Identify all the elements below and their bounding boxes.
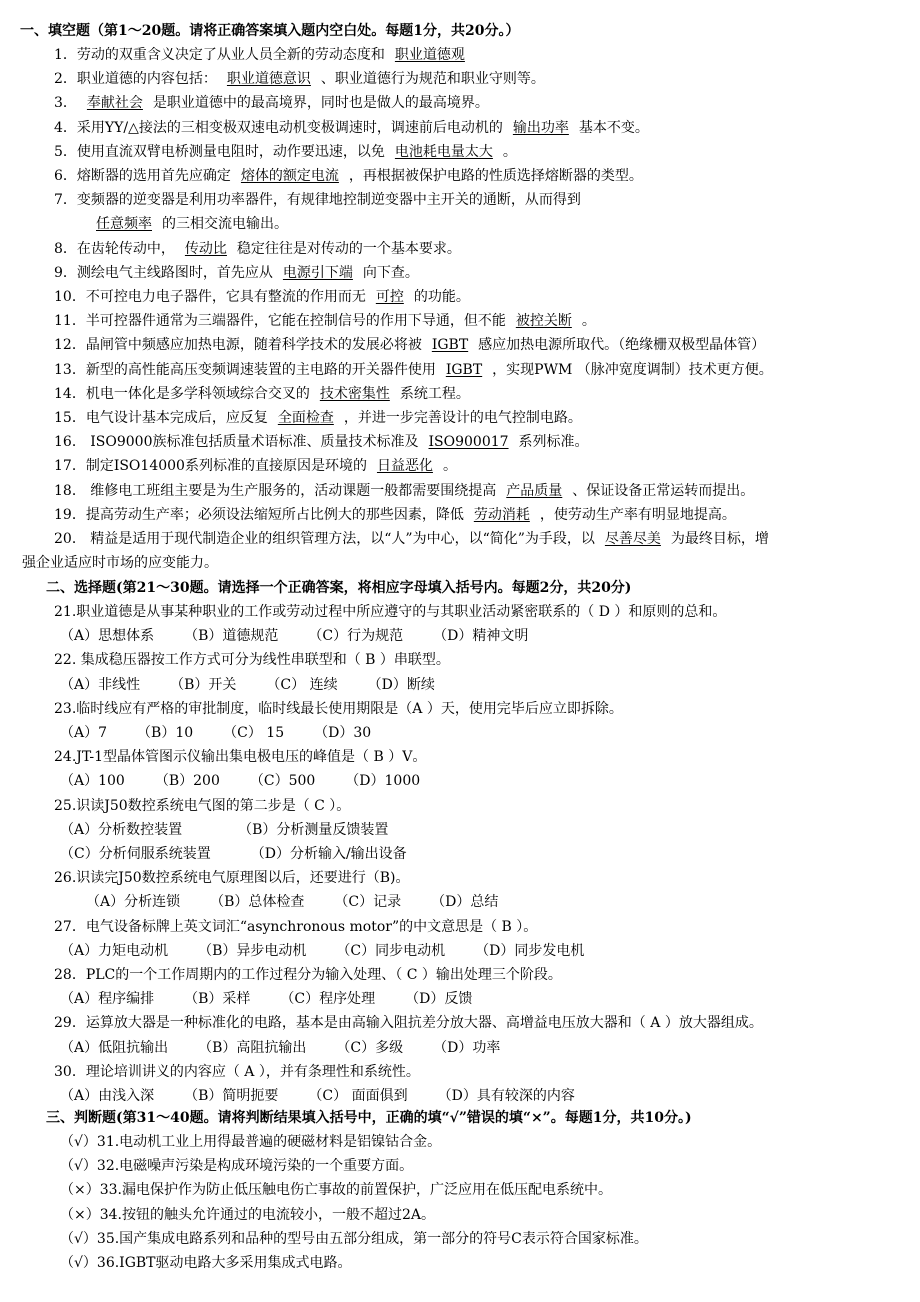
judgement-item [60, 1205, 435, 1225]
answer-blank: 任意频率 [96, 216, 152, 233]
answer-blank: 职业道德意识 [226, 71, 311, 88]
fill-question-line [54, 335, 765, 355]
judgement-text: （√）36.IGBT驱动电路大多采用集成式电路。 [60, 1255, 352, 1271]
option-d: （D）1000 [345, 773, 421, 790]
choice-question [54, 1062, 420, 1082]
question-text: 20． 精益是适用于现代制造企业的组织管理方法，以“人”为中心，以“简化”为手段，以 [54, 531, 595, 547]
question-text: 18． 维修电工班组主要是为生产服务的，活动课题一般都需要围绕提高 [54, 482, 497, 499]
answer-blank: 职业道德观 [394, 47, 465, 63]
choice-options [60, 1086, 575, 1106]
question-text: ，再根据被保护电路的性质选择熔断器的类型。 [348, 168, 643, 184]
choice-options [60, 989, 472, 1009]
fill-question-line [54, 287, 470, 307]
option-a: （A）由浅入深 [60, 1088, 155, 1104]
question-text: 25.识读J50数控系统电气图的第二步是（ C ）。 [54, 797, 351, 814]
question-text: ，并进一步完善设计的电气控制电路。 [343, 410, 582, 426]
question-text: 向下查。 [362, 264, 419, 281]
answer-blank: IGBT [445, 361, 483, 378]
question-text: 为最终目标，增 [670, 531, 769, 547]
question-text: 3． [54, 95, 77, 112]
question-text: 29．运算放大器是一种标准化的电路，基本是由高输入阻抗差分放大器、高增益电压放大器和（ A ）放大器组成。 [54, 1015, 763, 1032]
option-a: （A）分析数控装置 [60, 821, 183, 838]
question-text: 11．半可控器件通常为三端器件，它能在控制信号的作用下导通，但不能 [54, 313, 506, 330]
choice-options [86, 892, 498, 912]
fill-question-line [54, 190, 581, 210]
fill-question-line [54, 360, 773, 380]
option-b: （B）200 [154, 773, 220, 790]
fill-question-line [22, 553, 218, 573]
option-b: （B）分析测量反馈装置 [238, 821, 389, 838]
judgement-text: （×）33.漏电保护作为防止低压触电伤亡事故的前置保护，广泛应用在低压配电系统中。 [60, 1182, 612, 1199]
judgement-item [60, 1180, 612, 1200]
question-text: 13．新型的高性能高压变频调速装置的主电路的开关器件使用 [54, 361, 436, 378]
question-text: 7．变频器的逆变器是利用功率器件，有规律地控制逆变器中主开关的通断，从而得到 [54, 192, 581, 209]
option-d: （D）总结 [431, 894, 499, 911]
fill-question-line [54, 456, 457, 476]
question-text: 23.临时线应有严格的审批制度，临时线最长使用期限是（A ）天，使用完毕后应立即拆除。 [54, 700, 623, 717]
answer-blank: 电池耗电量太大 [394, 143, 493, 160]
question-text: 26.识读完J50数控系统电气原理图以后，还要进行（B)。 [54, 870, 410, 887]
question-text: 14．机电一体化是多学科领域综合交叉的 [54, 385, 310, 402]
option-a: （A）分析连锁 [86, 894, 181, 911]
question-text: 系统工程。 [399, 385, 470, 402]
judgement-item [60, 1229, 648, 1249]
question-text: ，使劳动生产率有明显地提高。 [539, 506, 736, 523]
option-c: （C） 面面俱到 [308, 1088, 408, 1104]
question-text: 基本不变。 [578, 119, 649, 136]
fill-question-line [54, 263, 419, 283]
answer-blank: 输出功率 [512, 119, 569, 136]
answer-blank: 奉献社会 [86, 95, 143, 112]
choice-options [60, 771, 420, 791]
choice-options [60, 675, 435, 695]
choice-options [60, 941, 584, 961]
question-text: 、职业道德行为规范和职业守则等。 [320, 71, 545, 88]
option-b: （B）简明扼要 [184, 1088, 279, 1104]
choice-options [60, 820, 388, 840]
option-d: （D）断续 [367, 676, 435, 693]
answer-blank: 电源引下端 [282, 264, 353, 281]
option-d: （D）30 [314, 725, 372, 741]
question-text: 27．电气设备标牌上英文词汇“asynchronous motor”的中文意思是（ B ）。 [54, 918, 538, 935]
judgement-text: （√）31.电动机工业上用得最普遍的硬磁材料是铝镍钴合金。 [60, 1134, 442, 1150]
question-text: 8．在齿轮传动中， [54, 240, 175, 257]
question-text: 。 [502, 143, 517, 160]
question-text: ，实现PWM （脉冲宽度调制）技术更方便。 [492, 361, 773, 378]
judgement-text: （√）32.电磁噪声污染是构成环境污染的一个重要方面。 [60, 1158, 414, 1175]
fill-question-line [54, 529, 769, 549]
answer-blank: 熔体的额定电流 [240, 168, 339, 184]
option-d: （D）分析输入/输出设备 [250, 846, 407, 862]
fill-question-line [54, 93, 489, 113]
option-b: （B）采样 [184, 991, 251, 1008]
fill-question-line [54, 432, 589, 452]
option-c: （C）分析伺服系统装置 [60, 846, 211, 862]
fill-question-line [54, 45, 475, 65]
option-a: （A）100 [60, 773, 125, 790]
answer-blank: 劳动消耗 [473, 506, 530, 523]
section2-heading: 二、选择题(第21～30题。请选择一个正确答案，将相应字母填入括号内。每题2分，共20分) [46, 580, 632, 596]
question-text: 2．职业道德的内容包括： [54, 71, 217, 88]
answer-blank: ISO900017 [428, 434, 509, 451]
option-c: （C）程序处理 [280, 991, 376, 1008]
question-text: 19．提高劳动生产率；必须设法缩短所占比例大的那些因素，降低 [54, 506, 464, 523]
option-d: （D）同步发电机 [475, 942, 585, 959]
answer-blank: 日益恶化 [376, 458, 433, 475]
choice-question [54, 699, 623, 719]
fill-question-line [54, 142, 517, 162]
question-text: 1．劳动的双重含义决定了从业人员全新的劳动态度和 [54, 47, 385, 63]
option-b: （B）道德规范 [184, 628, 279, 645]
question-text: 15．电气设计基本完成后，应反复 [54, 410, 268, 426]
question-text: 4．采用YY/△接法的三相变极双速电动机变极调速时，调速前后电动机的 [54, 119, 503, 136]
option-d: （D）精神文明 [433, 628, 529, 645]
choice-options [60, 844, 407, 864]
option-a: （A）7 [60, 725, 108, 741]
judgement-item [60, 1156, 413, 1176]
fill-question-line [54, 481, 754, 501]
option-d: （D）反馈 [405, 991, 473, 1008]
question-text: 6．熔断器的选用首先应确定 [54, 168, 231, 184]
question-text: 10．不可控电力电子器件，它具有整流的作用而无 [54, 289, 366, 305]
answer-blank: 产品质量 [506, 482, 563, 499]
choice-question [54, 965, 562, 985]
question-text: 28．PLC的一个工作周期内的工作过程分为输入处理、（ C ）输出处理三个阶段。 [54, 967, 562, 983]
option-b: （B）高阻抗输出 [198, 1039, 307, 1056]
option-d: （D）具有较深的内容 [437, 1088, 575, 1104]
choice-options [60, 723, 371, 743]
question-text: 感应加热电源所取代。（绝缘栅双极型晶体管） [478, 337, 766, 354]
question-text: 5．使用直流双臂电桥测量电阻时，动作要迅速，以免 [54, 143, 385, 160]
answer-blank: 可控 [375, 289, 404, 305]
option-d: （D）功率 [433, 1039, 501, 1056]
choice-options [60, 1038, 500, 1058]
question-text: 30．理论培训讲义的内容应（ A ），并有条理性和系统性。 [54, 1063, 420, 1080]
answer-blank: 技术密集性 [319, 385, 390, 402]
question-text: 强企业适应时市场的应变能力。 [22, 555, 218, 572]
question-text: 16． ISO9000族标准包括质量术语标准、质量技术标准及 [54, 434, 419, 451]
option-a: （A）非线性 [60, 676, 141, 693]
option-c: （C） 15 [223, 725, 285, 741]
option-a: （A）程序编排 [60, 991, 155, 1008]
answer-blank: IGBT [431, 337, 469, 354]
judgement-text: （×）34.按钮的触头允许通过的电流较小，一般不超过2A。 [60, 1206, 436, 1223]
choice-options [60, 626, 528, 646]
fill-question-line [54, 118, 649, 138]
question-text: 。 [442, 458, 457, 475]
question-text: 24.JT-1型晶体管图示仪输出集电极电压的峰值是（ B ）V。 [54, 749, 427, 766]
option-a: （A）力矩电动机 [60, 942, 169, 959]
fill-question-line [86, 214, 288, 234]
fill-question-line [54, 166, 643, 186]
question-text: 9．测绘电气主线路图时，首先应从 [54, 264, 273, 281]
answer-blank: 被控关断 [515, 313, 572, 330]
question-text: 的功能。 [413, 289, 470, 305]
option-c: （C）记录 [334, 894, 402, 911]
option-c: （C）行为规范 [308, 628, 404, 645]
option-b: （B）异步电动机 [198, 942, 307, 959]
question-text: 22. 集成稳压器按工作方式可分为线性串联型和（ B ）串联型。 [54, 652, 450, 669]
option-b: （B）总体检查 [210, 894, 305, 911]
question-text: 稳定往往是对传动的一个基本要求。 [236, 240, 461, 257]
question-text: 系列标准。 [518, 434, 589, 451]
choice-question [54, 650, 450, 670]
section3-heading: 三、判断题(第31～40题。请将判断结果填入括号中，正确的填“√”错误的填“×”。每题1分，共10分。) [46, 1110, 692, 1126]
option-b: （B）开关 [170, 676, 237, 693]
question-text: 。 [581, 313, 596, 330]
question-text: 12．晶闸管中频感应加热电源，随着科学技术的发展必将被 [54, 337, 422, 354]
fill-question-line [54, 408, 582, 428]
choice-question [54, 747, 426, 767]
judgement-text: （√）35.国产集成电路系列和品种的型号由五部分组成，第一部分的符号C表示符合国家标准。 [60, 1230, 648, 1247]
judgement-item [60, 1132, 441, 1152]
option-b: （B）10 [137, 725, 194, 741]
choice-question [54, 796, 350, 816]
question-text: 、保证设备正常运转而提出。 [572, 482, 755, 499]
question-text: 的三相交流电输出。 [162, 216, 288, 233]
option-a: （A）思想体系 [60, 628, 155, 645]
option-a: （A）低阻抗输出 [60, 1039, 169, 1056]
choice-question [54, 868, 409, 888]
choice-question [54, 917, 537, 937]
option-c: （C）500 [249, 773, 316, 790]
judgement-item [60, 1253, 352, 1273]
answer-blank: 传动比 [184, 240, 227, 257]
answer-blank: 尽善尽美 [604, 531, 661, 547]
choice-question [54, 602, 726, 622]
fill-question-line [54, 69, 545, 89]
option-c: （C） 连续 [266, 676, 338, 693]
section1-heading: 一、填空题（第1～20题。请将正确答案填入题内空白处。每题1分，共20分。） [20, 23, 520, 39]
question-text: 17．制定ISO14000系列标准的直接原因是环境的 [54, 458, 367, 475]
fill-question-line [54, 384, 470, 404]
question-text: 21.职业道德是从事某种职业的工作或劳动过程中所应遵守的与其职业活动紧密联系的（ D ）和原则的总和。 [54, 604, 727, 620]
question-text: 是职业道德中的最高境界，同时也是做人的最高境界。 [152, 95, 489, 112]
option-c: （C）同步电动机 [336, 942, 446, 959]
answer-blank: 全面检查 [277, 410, 334, 426]
fill-question-line [54, 239, 461, 259]
fill-question-line [54, 311, 596, 331]
choice-question [54, 1013, 763, 1033]
option-c: （C）多级 [336, 1039, 404, 1056]
fill-question-line [54, 505, 736, 525]
